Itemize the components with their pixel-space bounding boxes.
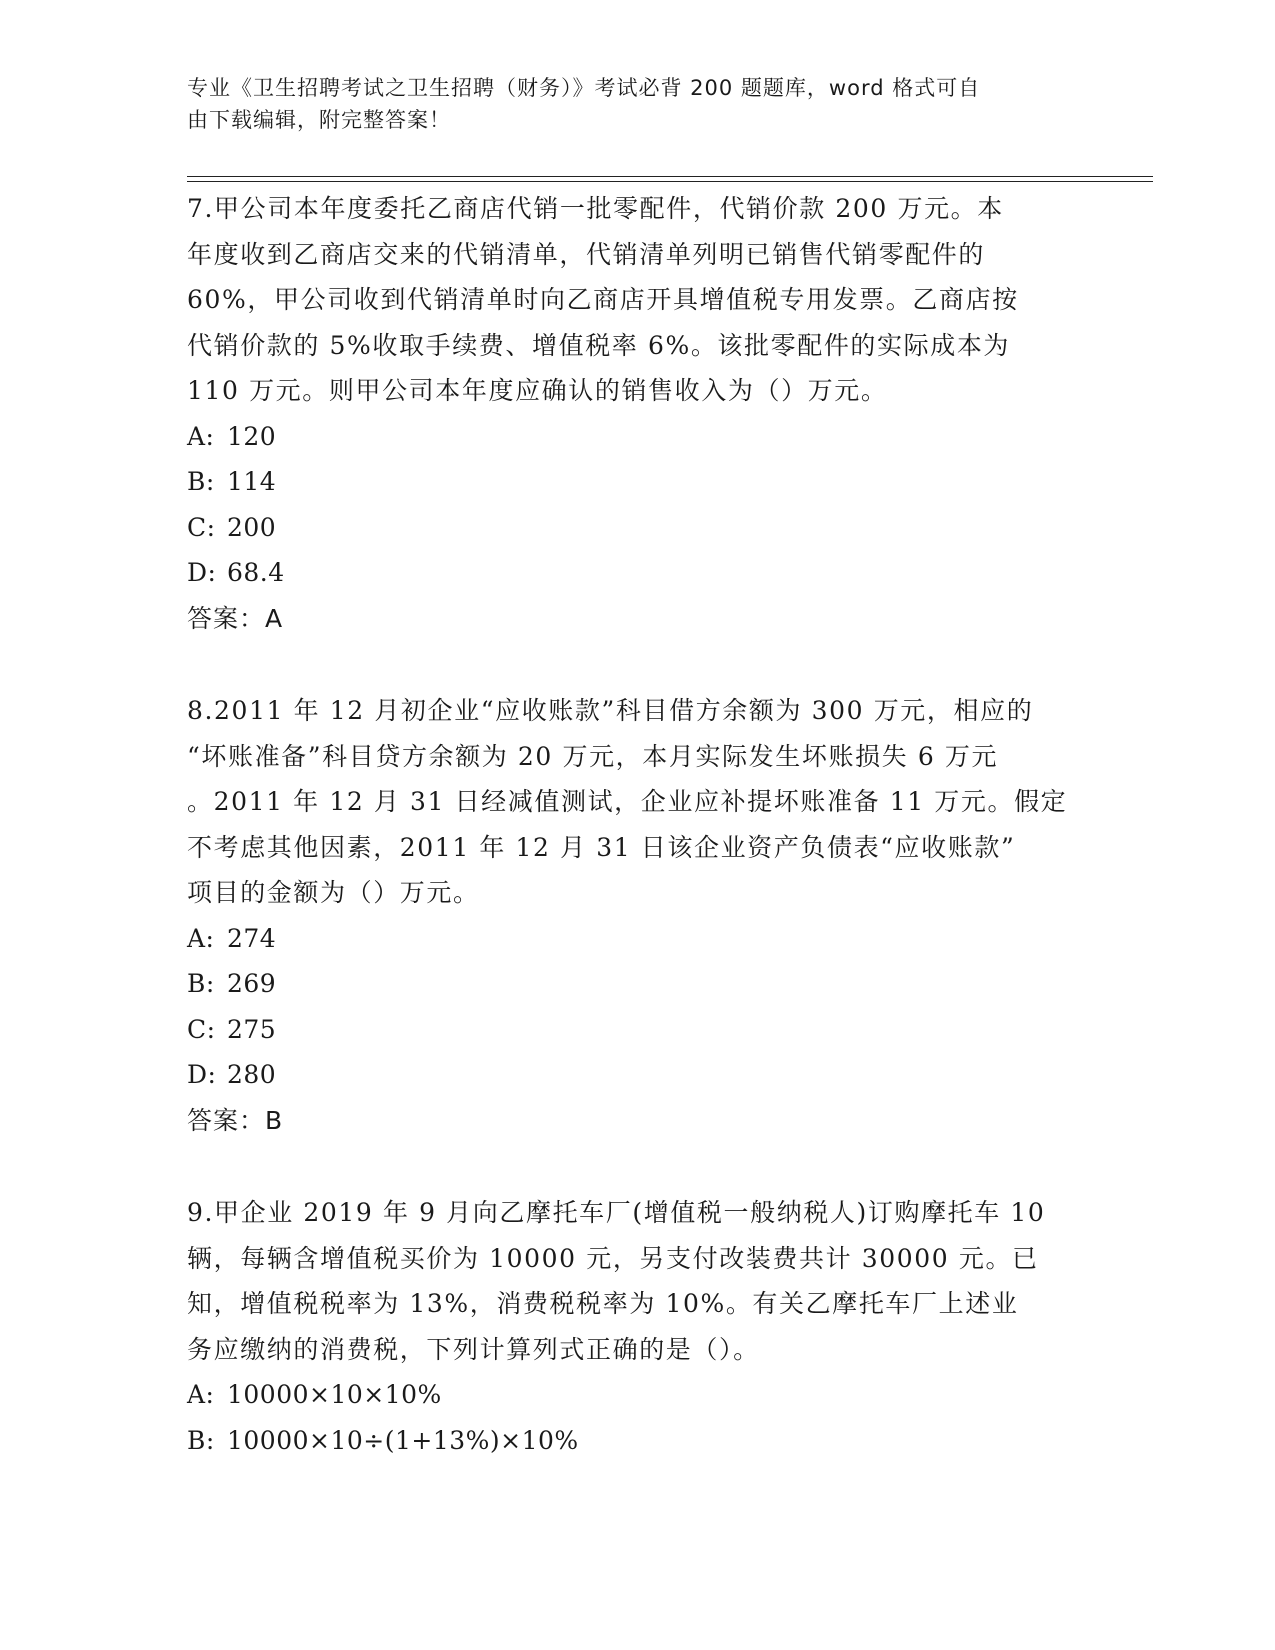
option-text: 275 — [227, 1014, 277, 1044]
stem-line: 7.甲公司本年度委托乙商店代销一批零配件，代销价款 200 万元。本 — [187, 194, 1004, 223]
stem-line: 辆，每辆含增值税买价为 10000 元，另支付改装费共计 30000 元。已 — [187, 1243, 1039, 1273]
option-label: A: — [187, 421, 215, 451]
question-stem — [187, 688, 1087, 916]
option-a — [187, 414, 1087, 460]
stem-line: “坏账准备”科目贷方余额为 20 万元，本月实际发生坏账损失 6 万元 — [187, 741, 999, 771]
option-c — [187, 505, 1087, 551]
option-label: D: — [187, 1060, 217, 1089]
question-stem — [187, 1190, 1087, 1372]
stem-line: 年度收到乙商店交来的代销清单，代销清单列明已销售代销零配件的 — [187, 239, 986, 269]
stem-line: 知，增值税税率为 13%，消费税税率为 10%。有关乙摩托车厂上述业 — [187, 1289, 1019, 1318]
question-stem — [187, 186, 1087, 414]
option-a — [187, 916, 1087, 962]
header-line-2: 由下载编辑，附完整答案！ — [187, 108, 451, 132]
document-header — [187, 72, 1067, 136]
option-text: 68.4 — [227, 558, 285, 587]
stem-line: 项目的金额为（）万元。 — [187, 878, 480, 907]
stem-line: 60%，甲公司收到代销清单时向乙商店开具增值税专用发票。乙商店按 — [187, 285, 1019, 314]
option-label: B: — [187, 467, 215, 496]
stem-line: 不考虑其他因素，2011 年 12 月 31 日该企业资产负债表“应收账款” — [187, 832, 1016, 862]
stem-line: 110 万元。则甲公司本年度应确认的销售收入为（）万元。 — [187, 376, 888, 405]
option-b — [187, 961, 1087, 1007]
stem-line: 。2011 年 12 月 31 日经减值测试，企业应补提坏账准备 11 万元。假定 — [187, 787, 1068, 816]
option-label: D: — [187, 558, 217, 587]
option-label: C: — [187, 1014, 216, 1044]
header-divider-top — [187, 176, 1153, 177]
stem-line: 8.2011 年 12 月初企业“应收账款”科目借方余额为 300 万元，相应的 — [187, 696, 1034, 725]
option-text: 200 — [227, 512, 277, 542]
stem-line: 务应缴纳的消费税，下列计算列式正确的是（）。 — [187, 1334, 760, 1364]
question-list — [187, 186, 1087, 1510]
question-9 — [187, 1190, 1087, 1463]
option-text: 280 — [227, 1060, 277, 1089]
option-a — [187, 1372, 1087, 1418]
option-text: 274 — [227, 923, 277, 953]
option-b — [187, 459, 1087, 505]
stem-line: 9.甲企业 2019 年 9 月向乙摩托车厂(增值税一般纳税人)订购摩托车 10 — [187, 1198, 1046, 1227]
question-7 — [187, 186, 1087, 641]
option-label: C: — [187, 512, 216, 542]
option-text: 10000×10÷(1+13%)×10% — [227, 1425, 579, 1455]
header-divider-bottom — [187, 181, 1153, 182]
option-label: B: — [187, 969, 215, 998]
option-c — [187, 1007, 1087, 1053]
header-line-1: 专业《卫生招聘考试之卫生招聘（财务）》考试必背 200 题题库，word 格式可自 — [187, 76, 981, 100]
option-label: A: — [187, 1380, 215, 1409]
question-8 — [187, 688, 1087, 1143]
option-text: 269 — [227, 969, 277, 998]
option-text: 120 — [227, 421, 277, 451]
option-d — [187, 1052, 1087, 1098]
option-text: 114 — [227, 467, 277, 496]
option-label: A: — [187, 923, 215, 953]
option-label: B: — [187, 1425, 215, 1455]
option-d — [187, 550, 1087, 596]
answer-line: 答案：A — [187, 603, 284, 633]
option-b — [187, 1418, 1087, 1464]
answer-line: 答案：B — [187, 1105, 284, 1135]
stem-line: 代销价款的 5%收取手续费、增值税率 6%。该批零配件的实际成本为 — [187, 330, 1011, 360]
option-text: 10000×10×10% — [227, 1380, 442, 1409]
